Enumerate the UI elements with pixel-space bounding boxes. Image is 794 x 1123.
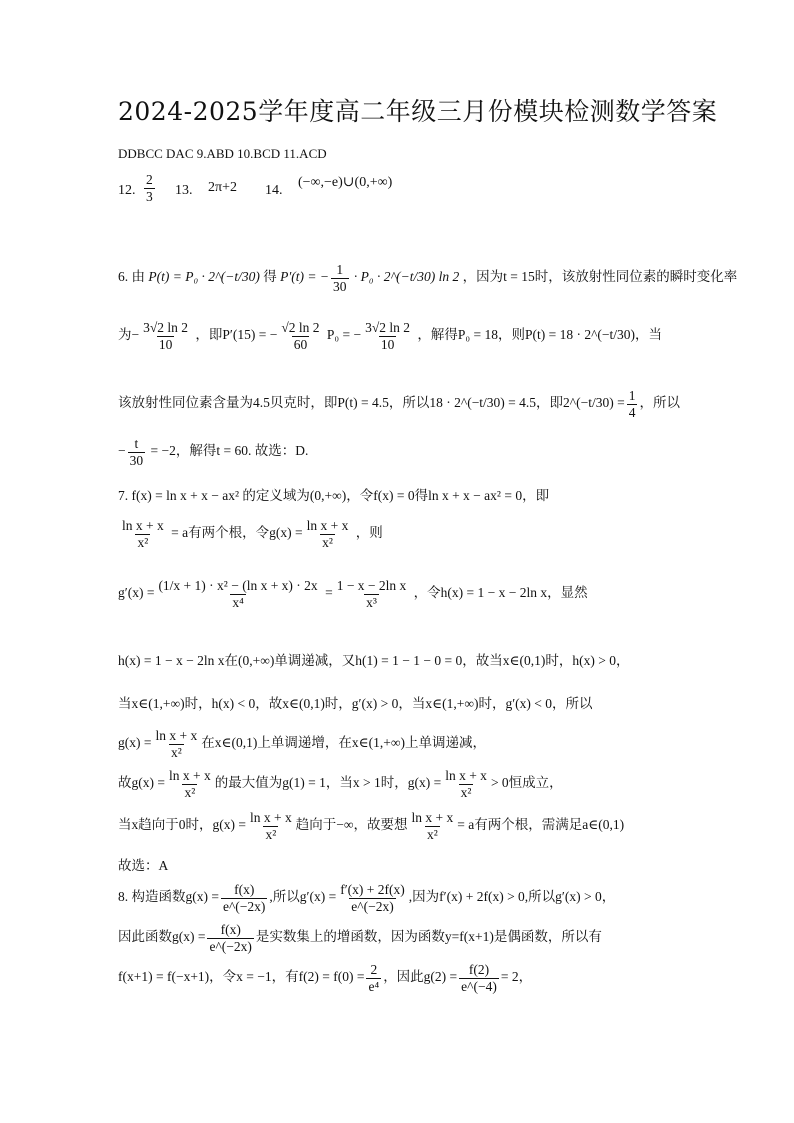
s8-line-1: [118, 882, 615, 914]
fraction-numerator: 1: [628, 388, 636, 403]
page-title: 2024-2025学年度高二年级三月份模块检测数学答案: [118, 97, 718, 126]
q14-label: 14.: [265, 183, 283, 198]
text: = 2，: [500, 969, 533, 985]
fraction-numerator: f(x): [220, 922, 241, 937]
text: ，则: [355, 525, 383, 541]
text: =: [325, 585, 333, 601]
text: ,因为f′(x) + 2f(x) > 0,所以g′(x) > 0，: [408, 889, 616, 905]
fraction-denominator: e^(−2x): [222, 898, 266, 914]
s8-line-2: [118, 922, 602, 954]
fraction-numerator: ln x + x: [168, 768, 211, 783]
s7-line-5: 当x∈(1,+∞)时，h(x) < 0，故x∈(0,1)时，g′(x) > 0，当x∈(1,+∞)时，g′(x) < 0，所以: [118, 696, 593, 711]
fraction-denominator: x²: [265, 826, 277, 842]
fraction-denominator: e^(−4): [461, 978, 497, 994]
text: 当x趋向于0时，g(x) =: [118, 817, 246, 833]
text: ，因为t = 15时，该放射性同位素的瞬时变化率: [462, 269, 738, 285]
fraction-numerator: √2 ln 2: [281, 320, 320, 335]
text: f(x+1) = f(−x+1)，令x = −1，有f(2) = f(0) =: [118, 969, 365, 985]
fraction-denominator: x²: [137, 534, 149, 550]
text: 6. 由: [118, 269, 145, 285]
fraction-denominator: x²: [170, 744, 182, 760]
s7-line-2: [118, 518, 383, 550]
fraction-numerator: 3√2 ln 2: [365, 320, 411, 335]
text: 因此函数g(x) =: [118, 929, 206, 945]
fraction-numerator: f(x): [234, 882, 255, 897]
text: 该放射性同位素含量为4.5贝克时，即P(t) = 4.5，所以18 · 2^(−t/30) = 4.5，即2^(−t/30) =: [118, 395, 625, 411]
text: 故g(x) =: [118, 775, 165, 791]
fraction-numerator: ln x + x: [306, 518, 349, 533]
s8-line-3: [118, 962, 532, 994]
text: 为−: [118, 327, 140, 343]
formula: P(t) = P₀ · 2^(−t/30): [148, 269, 260, 285]
text: P₀ = −: [326, 327, 362, 343]
text: ，令h(x) = 1 − x − 2ln x，显然: [413, 585, 588, 601]
fraction-denominator: x²: [322, 534, 333, 550]
text: −: [118, 443, 126, 459]
fraction-denominator: x³: [366, 594, 377, 610]
text: g(x) =: [118, 735, 152, 751]
text: ，因此g(2) =: [383, 969, 458, 985]
text: ，所以: [639, 395, 680, 411]
formula: · P₀ · 2^(−t/30) ln 2: [353, 269, 460, 285]
text: g′(x) =: [118, 585, 155, 601]
fraction-denominator: 30: [129, 452, 144, 468]
text: ,所以g′(x) =: [269, 889, 337, 905]
text: ，解得P₀ = 18，则P(t) = 18 · 2^(−t/30)，当: [417, 327, 663, 343]
fraction-denominator: 10: [158, 336, 173, 352]
fraction-numerator: 1: [336, 262, 344, 277]
fraction-numerator: ln x + x: [445, 768, 487, 783]
s7-line-9: 故选：A: [118, 858, 169, 873]
q12-answer: [142, 172, 157, 204]
formula: P′(t) = −: [280, 269, 330, 285]
s6-line-2: [118, 320, 662, 352]
text: 趋向于−∞，故要想: [295, 817, 408, 833]
q13-answer: 2π+2: [208, 180, 237, 195]
text: 在x∈(0,1)上单调递增，在x∈(1,+∞)上单调递减，: [201, 735, 486, 751]
fraction-denominator: x²: [460, 784, 472, 800]
fraction-numerator: ln x + x: [411, 810, 454, 825]
fraction-numerator: 3√2 ln 2: [143, 320, 189, 335]
fraction-numerator: 2: [370, 962, 378, 977]
s7-line-1: 7. f(x) = ln x + x − ax² 的定义域为(0,+∞)，令f(x) = 0得ln x + x − ax² = 0，即: [118, 488, 550, 503]
fraction-denominator: e^(−2x): [351, 898, 394, 914]
choice-answers: DDBCC DAC 9.ABD 10.BCD 11.ACD: [118, 146, 327, 161]
text: 是实数集上的增函数，因为函数y=f(x+1)是偶函数，所以有: [255, 929, 602, 945]
fraction-denominator: 4: [628, 404, 636, 420]
text: ，即P′(15) = −: [195, 327, 278, 343]
fraction-numerator: 1 − x − 2ln x: [336, 578, 407, 593]
fraction-numerator: t: [134, 436, 139, 451]
fraction-numerator: f(2): [468, 962, 490, 977]
s6-line-1: [118, 262, 737, 294]
text: 得: [263, 269, 277, 285]
s7-line-6: [118, 728, 486, 760]
q12-numerator: 2: [146, 172, 153, 187]
q13-label: 13.: [175, 183, 193, 198]
s6-line-4: [118, 436, 308, 468]
fraction-denominator: x⁴: [232, 594, 244, 610]
fraction-denominator: e^(−2x): [209, 938, 252, 954]
text: = a有两个根，需满足a∈(0,1): [457, 817, 625, 833]
fraction-denominator: x²: [426, 826, 438, 842]
fraction-denominator: 60: [293, 336, 308, 352]
fraction-denominator: 10: [380, 336, 395, 352]
text: = −2，解得t = 60. 故选：D.: [150, 443, 309, 459]
text: 8. 构造函数g(x) =: [118, 889, 219, 905]
s6-line-3: [118, 388, 680, 420]
fraction-numerator: f′(x) + 2f(x): [340, 882, 405, 897]
fraction-denominator: 30: [333, 278, 347, 294]
q12-denominator: 3: [146, 188, 153, 204]
q12-label: 12.: [118, 183, 136, 198]
fraction-numerator: (1/x + 1) · x² − (ln x + x) · 2x: [158, 578, 318, 593]
fraction-denominator: e⁴: [368, 978, 380, 994]
q14-answer: (−∞,−e)∪(0,+∞): [298, 175, 393, 190]
text: 的最大值为g(1) = 1，当x > 1时，g(x) =: [214, 775, 442, 791]
fraction-numerator: ln x + x: [155, 728, 198, 743]
text: > 0恒成立，: [490, 775, 563, 791]
fraction-numerator: ln x + x: [122, 518, 164, 533]
fraction-denominator: x²: [184, 784, 196, 800]
text: = a有两个根，令g(x) =: [171, 525, 303, 541]
s7-line-7: [118, 768, 563, 800]
s7-line-4: h(x) = 1 − x − 2ln x在(0,+∞)单调递减，又h(1) = 1 − 1 − 0 = 0，故当x∈(0,1)时，h(x) > 0，: [118, 653, 630, 668]
s7-line-8: [118, 810, 624, 842]
s7-line-3: [118, 578, 588, 610]
fraction-numerator: ln x + x: [249, 810, 292, 825]
